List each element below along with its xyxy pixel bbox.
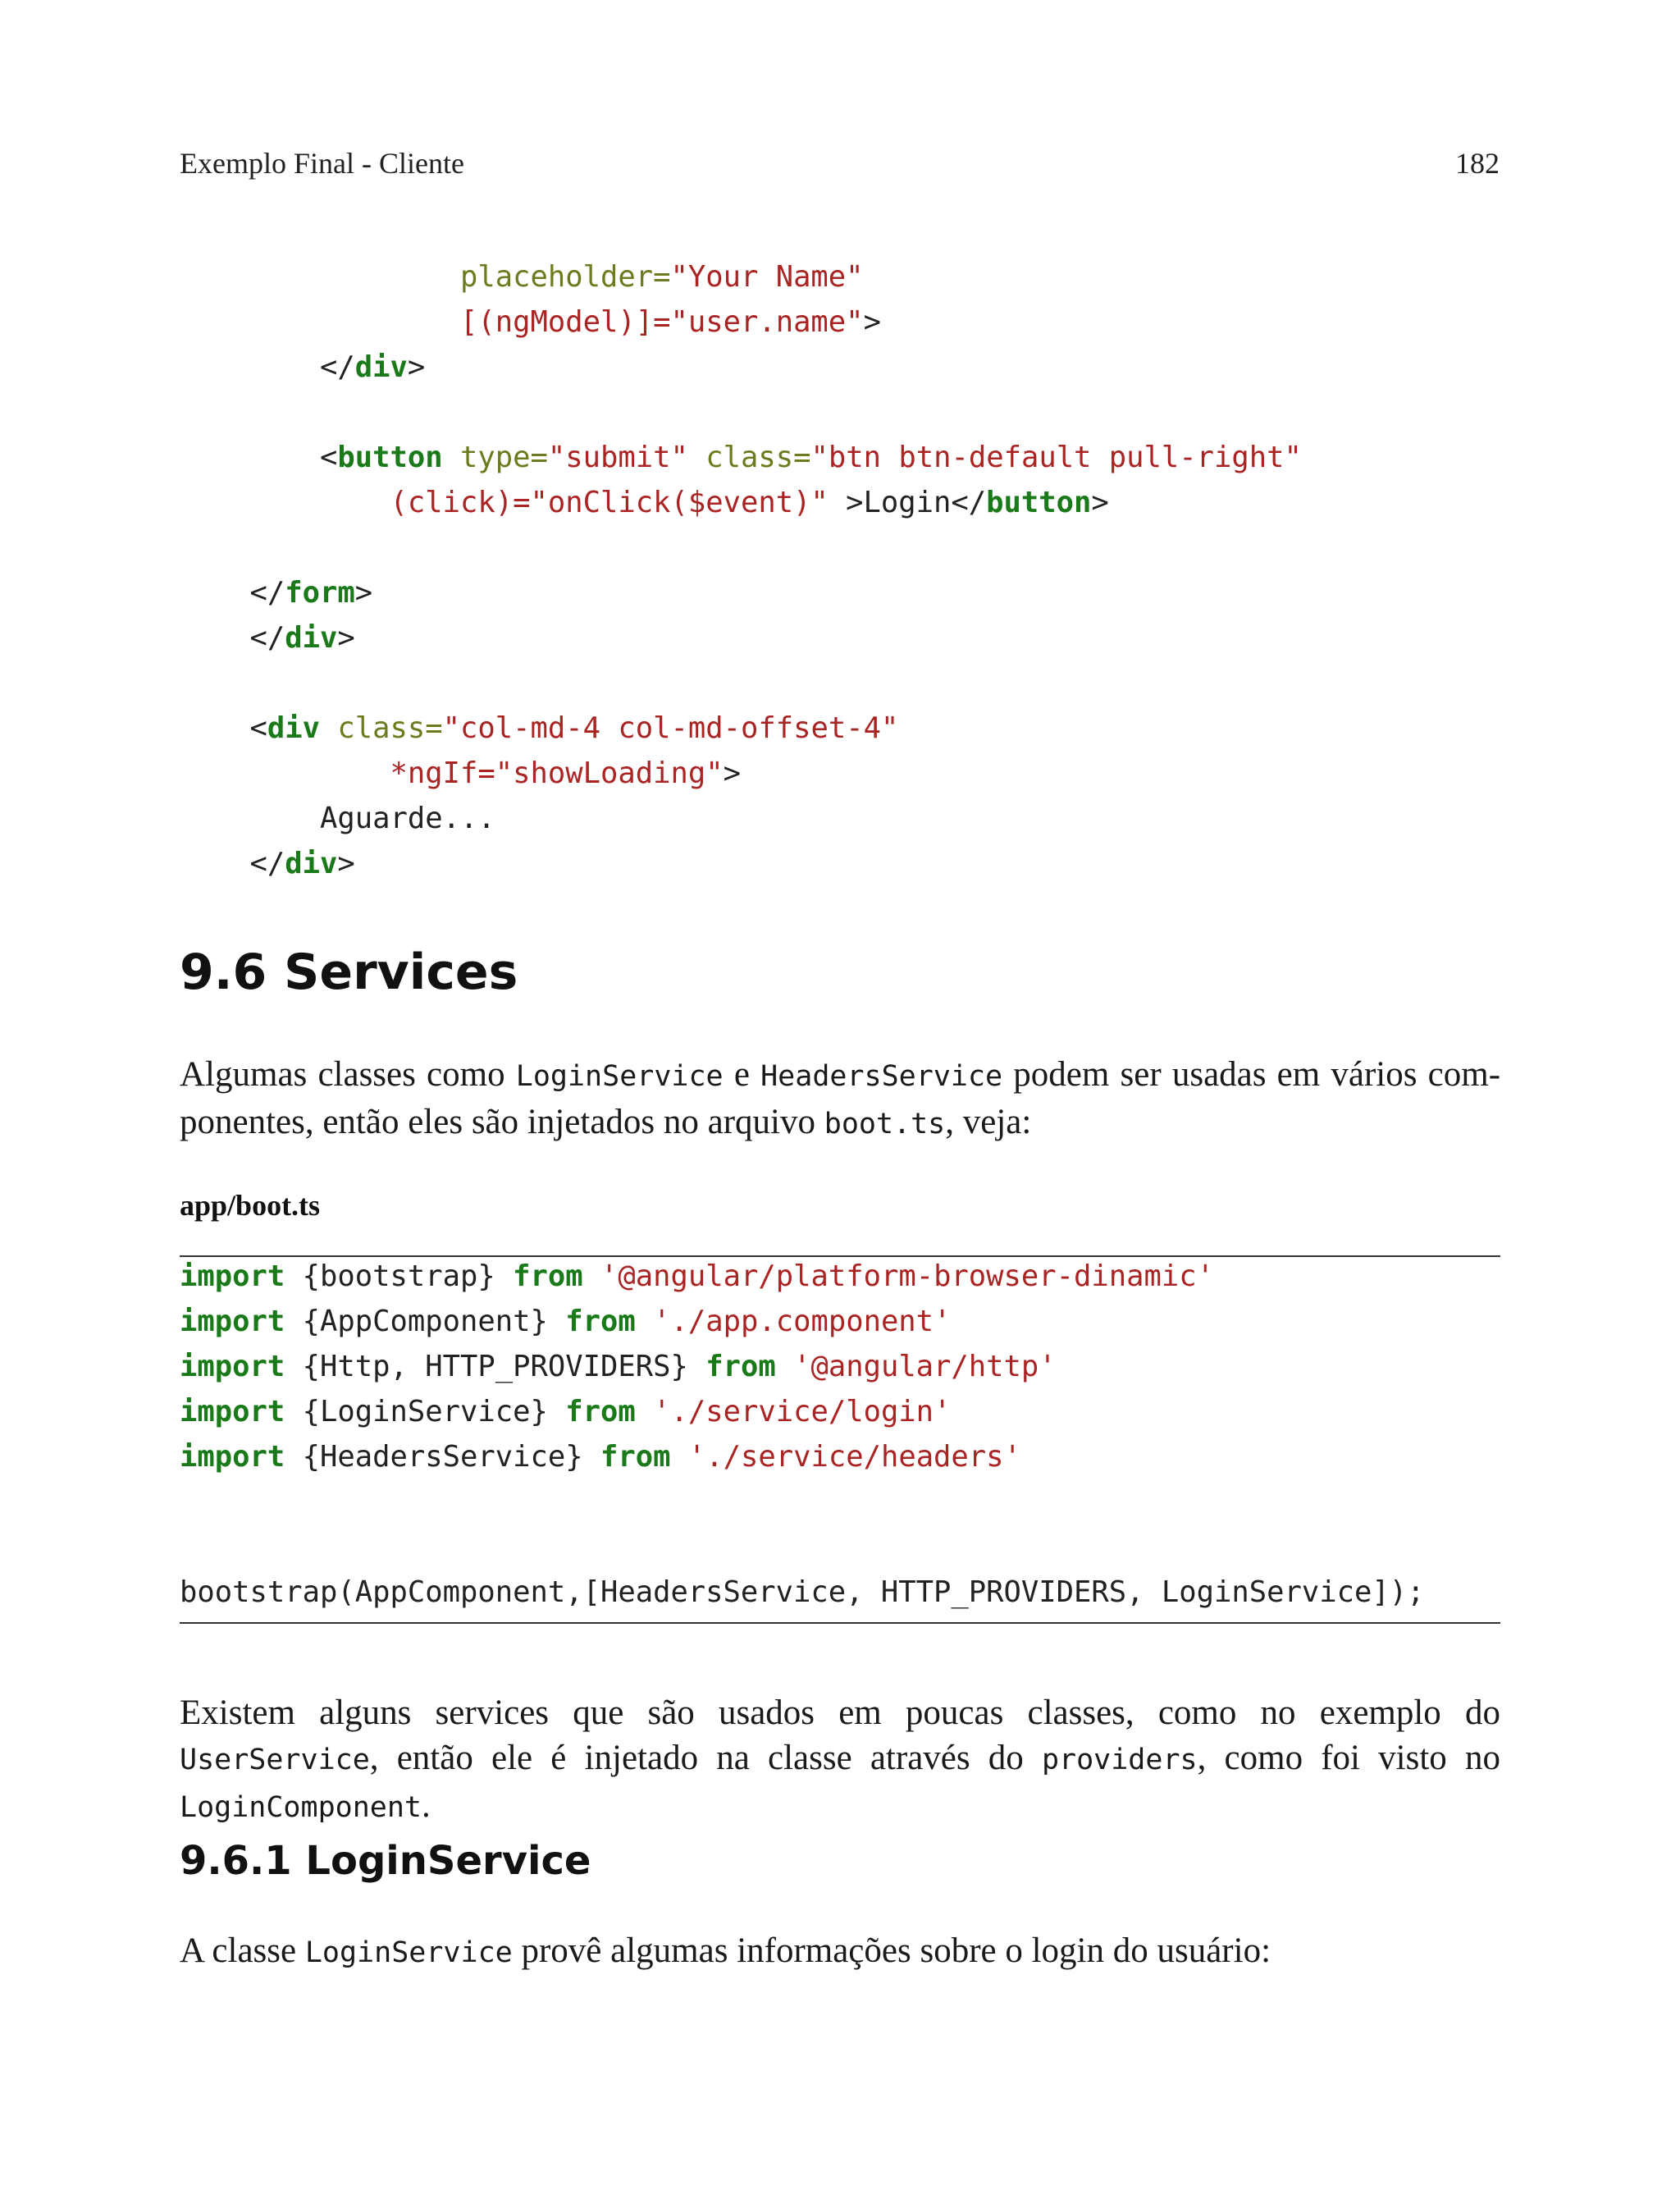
- code-string: "submit": [547, 441, 688, 474]
- inline-code: LoginService: [515, 1060, 724, 1093]
- code-attr: (click)=: [390, 486, 531, 519]
- inline-code: LoginService: [304, 1936, 513, 1969]
- paragraph-userservice: Existem alguns services que são usados em poucas classes, como no exemplo do UserService, então ele é injetado na classe através do providers, como foi visto no LoginComponent.: [180, 1694, 1500, 1825]
- code-tag: form: [285, 576, 355, 610]
- inline-code: HeadersService: [760, 1060, 1003, 1093]
- code-attr: placeholder=: [459, 260, 671, 294]
- code-attr: *ngIf=: [390, 757, 495, 790]
- paragraph-loginservice: A classe LoginService provê algumas informações sobre o login do usuário:: [180, 1931, 1271, 1970]
- page-number: 182: [1455, 147, 1500, 180]
- subsection-heading: 9.6.1 LoginService: [180, 1838, 591, 1884]
- code-attr: [(ngModel)]=: [459, 305, 671, 339]
- section-heading: 9.6 Services: [180, 944, 518, 1001]
- code-attr: class=: [705, 441, 811, 474]
- listing-caption: app/boot.ts: [180, 1189, 321, 1222]
- code-string: "btn btn-default pull-right": [810, 441, 1302, 474]
- code-block-boot: import {bootstrap} from '@angular/platform-browser-dinamic' import {AppComponent} from './app.component' import {Http, HTTP_PROVIDERS} from '@angular/http' import {LoginService} from './service/login' import {HeadersService} from './service/headers' bootstrap(AppComponent,[HeadersService, HTTP_PROVIDERS, LoginService]);: [180, 1259, 1425, 1609]
- code-tag: div: [354, 350, 408, 384]
- code-tag: div: [267, 711, 320, 745]
- code-block-template: placeholder="Your Name" [(ngModel)]="user.name"> </div> <button type="submit" class="btn btn-default pull-right" (click)="onClick($event)" >Login</button> </form> </div> <div class="col-md-4 col-md-offset-4" *ngIf="showLoading"> Aguarde... </div>: [249, 260, 1302, 880]
- inline-code: LoginComponent: [180, 1791, 422, 1824]
- inline-code: providers: [1041, 1744, 1198, 1776]
- code-tag: div: [285, 621, 338, 655]
- code-attr: class=: [337, 711, 443, 745]
- code-tag: div: [285, 847, 338, 880]
- code-attr: type=: [459, 441, 548, 474]
- code-tag: button: [337, 441, 443, 474]
- code-bottom-rule: [180, 1622, 1500, 1624]
- code-string: "onClick($event)": [530, 486, 829, 519]
- bootstrap-call: bootstrap(AppComponent,[HeadersService, HTTP_PROVIDERS, LoginService]);: [180, 1575, 1425, 1609]
- code-tag: button: [986, 486, 1092, 519]
- code-text: Aguarde...: [319, 802, 495, 835]
- paragraph-services-intro: Algumas classes como LoginService e HeadersService podem ser usadas em vários com-ponentes, então eles são injetados no arquivo boot.ts, veja:: [180, 1055, 1501, 1141]
- code-string: "Your Name": [670, 260, 864, 294]
- running-header-chapter: Exemplo Final - Cliente: [180, 147, 464, 180]
- code-string: "col-md-4 col-md-offset-4": [442, 711, 899, 745]
- inline-code: boot.ts: [824, 1108, 946, 1140]
- inline-code: UserService: [180, 1744, 370, 1776]
- code-string: "showLoading": [495, 757, 724, 790]
- code-string: "user.name": [670, 305, 864, 339]
